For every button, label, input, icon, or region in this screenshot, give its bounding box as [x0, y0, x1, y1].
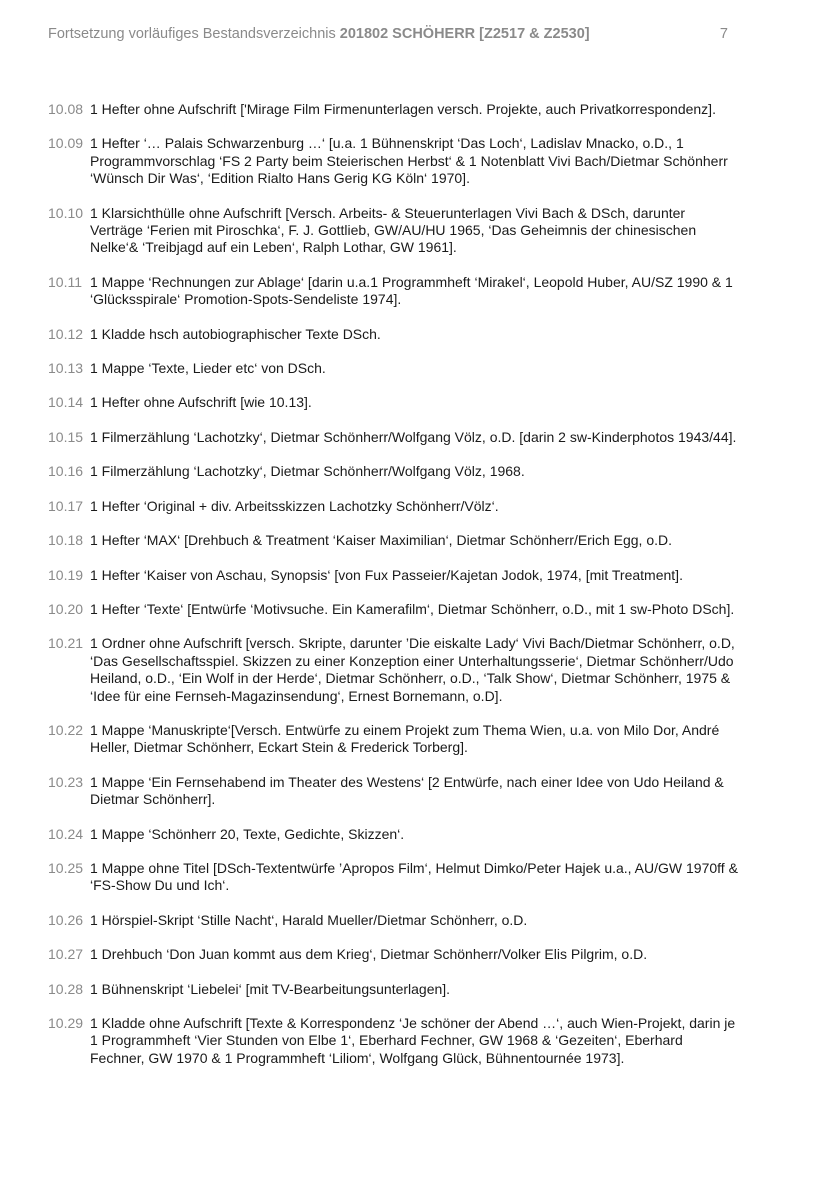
entry-number: 10.24	[48, 825, 84, 842]
entry-number: 10.22	[48, 721, 84, 738]
entry-number: 10.29	[48, 1015, 84, 1031]
entry-number: 10.16	[48, 463, 84, 480]
inventory-entry	[48, 274, 738, 309]
entry-number: 10.28	[48, 980, 84, 997]
inventory-entry	[48, 826, 738, 843]
entry-number: 10.13	[48, 360, 84, 377]
entry-description: 1 Hefter ‘Texte‘ [Entwürfe ‘Motivsuche. Ein Kamerafilm‘, Dietmar Schönherr, o.D., mit 1 sw-Photo DSch].	[90, 600, 735, 617]
inventory-entry	[48, 326, 738, 343]
page-header	[48, 26, 738, 46]
inventory-entry	[48, 774, 738, 809]
header-title-bold: 201802 SCHÖHERR [Z2517 & Z2530]	[339, 26, 590, 42]
inventory-list	[48, 101, 738, 1084]
inventory-entry	[48, 101, 738, 118]
entry-description: 1 Filmerzählung ‘Lachotzky‘, Dietmar Schönherr/Wolfgang Völz, o.D. [darin 2 sw-Kinderphotos 1943/44].	[90, 428, 737, 445]
entry-number: 10.08	[48, 101, 84, 117]
entry-number: 10.23	[48, 773, 84, 790]
entry-number: 10.26	[48, 911, 84, 928]
entry-description: 1 Mappe ‘Rechnungen zur Ablage‘ [darin u.a.1 Programmheft ‘Mirakel‘, Leopold Huber, AU/SZ 1990 & 1 ‘Glücksspirale‘ Promotion-Spots-Sendeliste 1974].	[90, 273, 733, 308]
inventory-entry	[48, 360, 738, 377]
entry-description: 1 Mappe ‘Schönherr 20, Texte, Gedichte, Skizzen‘.	[90, 825, 405, 842]
inventory-entry	[48, 946, 738, 963]
page-number: 7	[719, 26, 728, 42]
entry-description: 1 Mappe ‘Texte, Lieder etc‘ von DSch.	[90, 360, 326, 377]
entry-description: 1 Drehbuch ‘Don Juan kommt aus dem Krieg‘, Dietmar Schönherr/Volker Elis Pilgrim, o.D.	[90, 946, 648, 963]
inventory-entry	[48, 394, 738, 411]
inventory-entry	[48, 722, 738, 757]
inventory-entry	[48, 532, 738, 549]
entry-description: 1 Hefter ohne Aufschrift ['Mirage Film Firmenunterlagen versch. Projekte, auch Privatkorrespondenz].	[90, 101, 716, 117]
inventory-entry	[48, 463, 738, 480]
entry-description: 1 Mappe ‘Ein Fernsehabend im Theater des Westens‘ [2 Entwürfe, nach einer Idee von Udo Heiland & Dietmar Schönherr].	[90, 773, 724, 808]
entry-number: 10.19	[48, 566, 84, 583]
inventory-entry	[48, 912, 738, 929]
entry-number: 10.27	[48, 946, 84, 963]
inventory-entry	[48, 635, 738, 705]
entry-description: 1 Filmerzählung ‘Lachotzky‘, Dietmar Schönherr/Wolfgang Völz, 1968.	[90, 463, 525, 480]
inventory-entry	[48, 135, 738, 187]
entry-number: 10.12	[48, 325, 84, 342]
entry-number: 10.15	[48, 428, 84, 445]
entry-description: 1 Mappe ‘Manuskripte‘[Versch. Entwürfe zu einem Projekt zum Thema Wien, u.a. von Milo Dor, André Heller, Dietmar Schönherr, Eckart Stein & Frederick Torberg].	[90, 721, 720, 756]
entry-description: 1 Bühnenskript ‘Liebelei‘ [mit TV-Bearbeitungsunterlagen].	[90, 980, 451, 997]
inventory-entry	[48, 601, 738, 618]
inventory-entry	[48, 860, 738, 895]
entry-description: 1 Kladde hsch autobiographischer Texte DSch.	[90, 325, 381, 342]
entry-number: 10.17	[48, 497, 84, 514]
entry-number: 10.25	[48, 859, 84, 876]
entry-number: 10.18	[48, 532, 84, 549]
entry-number: 10.11	[48, 273, 82, 290]
entry-description: 1 Hefter ‘Kaiser von Aschau, Synopsis‘ [von Fux Passeier/Kajetan Jodok, 1974, [mit Treatment].	[90, 566, 683, 583]
entry-description: 1 Hefter ohne Aufschrift [wie 10.13].	[90, 394, 312, 411]
entry-description: 1 Mappe ohne Titel [DSch-Textentwürfe ’Apropos Film‘, Helmut Dimko/Peter Hajek u.a., AU/GW 1970ff & ‘FS-Show Du und Ich‘.	[90, 859, 738, 894]
inventory-entry	[48, 429, 738, 446]
entry-number: 10.21	[48, 635, 84, 652]
entry-description: 1 Hefter ‘MAX‘ [Drehbuch & Treatment ‘Kaiser Maximilian‘, Dietmar Schönherr/Erich Egg, o.D.	[90, 532, 672, 549]
entry-description: 1 Ordner ohne Aufschrift [versch. Skripte, darunter ’Die eiskalte Lady‘ Vivi Bach/Dietmar Schönherr, o.D, ‘Das Gesellschaftsspiel. Skizzen zu einer Konzeption einer Unterhaltungsserie‘, Dietmar Schönherr/Udo Heiland, o.D., ‘Ein Wolf in der Herde‘, Dietmar Schönherr, o.D., ‘Talk Show‘, Dietmar Schönherr, 1975 & ‘Idee für eine Fernseh-Magazinsendung‘, Ernest Bornemann, o.D].	[90, 635, 735, 704]
entry-description: 1 Hörspiel-Skript ‘Stille Nacht‘, Harald Mueller/Dietmar Schönherr, o.D.	[90, 911, 528, 928]
entry-number: 10.10	[48, 204, 84, 221]
inventory-entry	[48, 205, 738, 257]
entry-number: 10.20	[48, 600, 84, 617]
inventory-entry	[48, 1015, 738, 1067]
entry-description: 1 Kladde ohne Aufschrift [Texte & Korrespondenz ‘Je schöner der Abend …‘, auch Wien-Projekt, darin je 1 Programmheft ‘Vier Stunden von Elbe 1‘, Eberhard Fechner, GW 1968 & ‘Gezeiten‘, Eberhard Fechner, GW 1970 & 1 Programmheft ‘Liliom‘, Wolfgang Glück, Bühnentournée 1973].	[90, 1015, 736, 1066]
inventory-entry	[48, 981, 738, 998]
entry-description: 1 Hefter ‘Original + div. Arbeitsskizzen Lachotzky Schönherr/Völz‘.	[90, 497, 499, 514]
entry-number: 10.09	[48, 135, 84, 152]
entry-description: 1 Klarsichthülle ohne Aufschrift [Versch. Arbeits- & Steuerunterlagen Vivi Bach & DSch, darunter Verträge ‘Ferien mit Piroschka‘, F. J. Gottlieb, GW/AU/HU 1965, ‘Das Geheimnis der chinesischen Nelke‘& ‘Treibjagd auf ein Leben‘, Ralph Lothar, GW 1961].	[90, 204, 697, 256]
inventory-entry	[48, 567, 738, 584]
inventory-entry	[48, 498, 738, 515]
header-title-prefix: Fortsetzung vorläufiges Bestandsverzeichnis	[48, 26, 336, 42]
entry-description: 1 Hefter ‘… Palais Schwarzenburg …‘ [u.a. 1 Bühnenskript ‘Das Loch‘, Ladislav Mnacko, o.D., 1 Programmvorschlag ‘FS 2 Party beim Steierischen Herbst‘ & 1 Notenblatt Vivi Bach/Dietmar Schönherr ‘Wünsch Dir Was‘, ‘Edition Rialto Hans Gerig KG Köln‘ 1970].	[90, 135, 728, 187]
entry-number: 10.14	[48, 394, 84, 411]
